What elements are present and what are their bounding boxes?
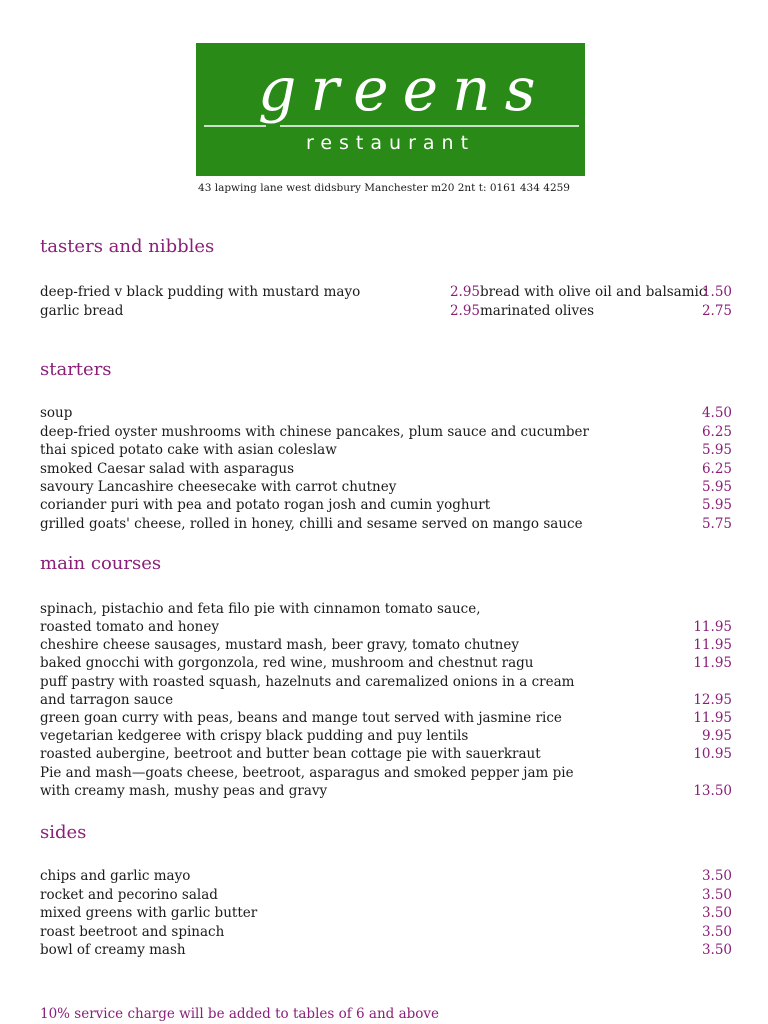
item-name: grilled goats' cheese, rolled in honey, chilli and sesame served on mango sauce [40, 516, 583, 532]
item-price: 11.95 [693, 637, 732, 653]
item-name: baked gnocchi with gorgonzola, red wine, mushroom and chestnut ragu [40, 655, 534, 671]
item-price: 3.50 [701, 905, 732, 921]
menu-item [40, 904, 732, 922]
item-price: 3.50 [701, 868, 732, 884]
menu-item [40, 404, 732, 422]
item-price: 6.25 [701, 424, 732, 440]
item-price: 3.50 [701, 942, 732, 958]
item-price: 5.75 [701, 516, 732, 532]
menu-item [40, 764, 732, 782]
item-name: spinach, pistachio and feta filo pie with cinnamon tomato sauce, [40, 601, 481, 617]
item-name: mixed greens with garlic butter [40, 905, 258, 921]
item-name: roasted tomato and honey [40, 619, 219, 635]
item-name: roasted aubergine, beetroot and butter bean cottage pie with sauerkraut [40, 746, 541, 762]
taster-row [40, 302, 732, 320]
address-line: 43 lapwing lane west didsbury Manchester m20 2nt t: 0161 434 4259 [198, 182, 570, 194]
menu-item [40, 636, 732, 654]
service-charge-note: 10% service charge will be added to tables of 6 and above [40, 1006, 440, 1022]
item-price: 6.25 [701, 461, 732, 477]
item-price: 1.50 [701, 284, 732, 300]
item-name: deep-fried v black pudding with mustard mayo [40, 284, 361, 300]
restaurant-logo [196, 43, 585, 176]
item-name: and tarragon sauce [40, 692, 174, 708]
menu-item [40, 923, 732, 941]
menu-item [40, 691, 732, 709]
menu-item [40, 618, 732, 636]
menu-item [40, 654, 732, 672]
item-name: smoked Caesar salad with asparagus [40, 461, 295, 477]
item-price: 5.95 [701, 497, 732, 513]
item-name: puff pastry with roasted squash, hazelnuts and caremalized onions in a cream [40, 674, 575, 690]
item-name: soup [40, 405, 73, 421]
sides-heading: sides [40, 822, 87, 843]
item-name: roast beetroot and spinach [40, 924, 225, 940]
item-name: Pie and mash—goats cheese, beetroot, asparagus and smoked pepper jam pie [40, 765, 574, 781]
item-name: chips and garlic mayo [40, 868, 191, 884]
menu-item [40, 727, 732, 745]
menu-item [40, 460, 732, 478]
item-name: marinated olives [480, 303, 595, 319]
item-name: bowl of creamy mash [40, 942, 186, 958]
menu-item [40, 886, 732, 904]
item-price: 3.50 [701, 887, 732, 903]
logo-word: restaurant [305, 132, 476, 154]
item-name: thai spiced potato cake with asian coleslaw [40, 442, 337, 458]
menu-item [40, 941, 732, 959]
item-name: bread with olive oil and balsamic [480, 284, 707, 300]
item-price: 2.95 [449, 303, 480, 319]
item-price: 5.95 [701, 442, 732, 458]
item-price: 4.50 [701, 405, 732, 421]
starters-heading: starters [40, 359, 112, 380]
menu-item [40, 867, 732, 885]
item-name: cheshire cheese sausages, mustard mash, beer gravy, tomato chutney [40, 637, 519, 653]
menu-item [40, 782, 732, 800]
menu-item [40, 673, 732, 691]
item-price: 11.95 [693, 619, 732, 635]
menu-item [40, 745, 732, 763]
menu-item [40, 478, 732, 496]
taster-row [40, 283, 732, 301]
item-name: green goan curry with peas, beans and mange tout served with jasmine rice [40, 710, 562, 726]
item-name: coriander puri with pea and potato rogan josh and cumin yoghurt [40, 497, 491, 513]
tasters-heading: tasters and nibbles [40, 236, 215, 257]
item-name: deep-fried oyster mushrooms with chinese pancakes, plum sauce and cucumber [40, 424, 589, 440]
item-price: 9.95 [701, 728, 732, 744]
menu-item [40, 515, 732, 533]
item-price: 2.75 [701, 303, 732, 319]
item-price: 5.95 [701, 479, 732, 495]
item-price: 13.50 [693, 783, 732, 799]
item-name: savoury Lancashire cheesecake with carrot chutney [40, 479, 397, 495]
item-price: 12.95 [693, 692, 732, 708]
item-price: 2.95 [449, 284, 480, 300]
menu-item [40, 600, 732, 618]
item-price: 3.50 [701, 924, 732, 940]
logo-script: greens [258, 55, 550, 125]
item-name: rocket and pecorino salad [40, 887, 218, 903]
menu-item [40, 496, 732, 514]
mains-heading: main courses [40, 553, 162, 574]
menu-item [40, 423, 732, 441]
item-price: 10.95 [693, 746, 732, 762]
item-name: vegetarian kedgeree with crispy black pudding and puy lentils [40, 728, 469, 744]
menu-item [40, 709, 732, 727]
menu-item [40, 441, 732, 459]
item-price: 11.95 [693, 710, 732, 726]
item-price: 11.95 [693, 655, 732, 671]
item-name: garlic bread [40, 303, 124, 319]
item-name: with creamy mash, mushy peas and gravy [40, 783, 328, 799]
